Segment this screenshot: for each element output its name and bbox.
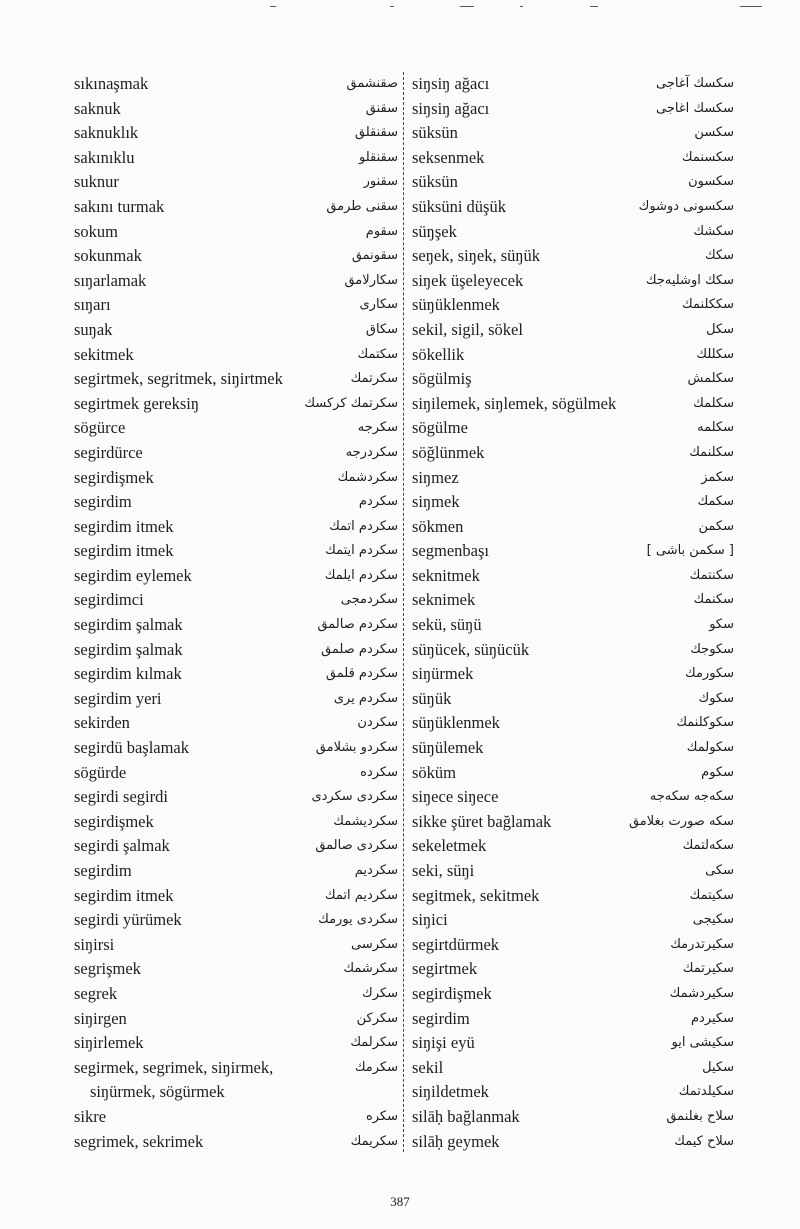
dictionary-entry [412, 416, 734, 441]
dictionary-entry [66, 269, 398, 294]
entry-transliteration: segirdim kılmak [74, 664, 182, 684]
entry-ottoman-script: سکی [705, 863, 734, 878]
dictionary-entry [66, 195, 398, 220]
entry-transliteration: sakını turmak [74, 196, 165, 216]
entry-ottoman-script: سکردن [357, 715, 398, 731]
column-divider [403, 72, 404, 1152]
dictionary-entry [412, 170, 734, 195]
entry-ottoman-script: سکسونی دوشوك [638, 198, 734, 214]
entry-transliteration: seknitmek [412, 565, 480, 585]
entry-transliteration: sökellik [412, 344, 465, 364]
entry-ottoman-script: سکیشی ایو [671, 1035, 734, 1051]
entry-ottoman-script: سکسون [688, 174, 734, 190]
entry-transliteration: süŋücek, süŋücük [412, 639, 530, 659]
dictionary-entry [66, 711, 398, 736]
dictionary-entry [412, 957, 734, 982]
dictionary-entry [66, 564, 398, 589]
dictionary-entry [66, 441, 398, 466]
entry-transliteration: süksün [412, 172, 458, 192]
entry-transliteration: süksüni düşük [412, 196, 506, 216]
dictionary-entry [412, 539, 734, 564]
entry-ottoman-script: سکردم اتمك [329, 518, 398, 534]
entry-transliteration: siŋmez [412, 467, 459, 487]
dictionary-entry [412, 146, 734, 171]
entry-transliteration: siŋsiŋ ağacı [412, 74, 490, 93]
entry-ottoman-script: سکردیم [354, 863, 398, 878]
entry-ottoman-script: سکردم صالمق [317, 617, 398, 633]
dictionary-entry [66, 490, 398, 515]
entry-ottoman-script: سقنقلو [359, 149, 398, 165]
entry-ottoman-script: سکو [709, 617, 734, 633]
entry-ottoman-script: سکردم ایلمك [324, 567, 398, 583]
entry-transliteration: segrişmek [74, 959, 141, 979]
entry-ottoman-script: سکلنمك [689, 444, 734, 460]
entry-ottoman-script: سکوجك [690, 641, 734, 657]
dictionary-entry [412, 1080, 734, 1105]
dictionary-entry [66, 834, 398, 859]
dictionary-entry [66, 933, 398, 958]
dictionary-entry [412, 982, 734, 1007]
entry-transliteration: sekeletmek [412, 836, 487, 856]
entry-transliteration: süŋşek [412, 221, 457, 241]
entry-transliteration: siŋildetmek [412, 1082, 489, 1102]
entry-ottoman-script: سقنقلق [354, 125, 398, 141]
dictionary-entry [412, 761, 734, 786]
dictionary-entry [66, 761, 398, 786]
entry-ottoman-script: سکه‌لتمك [682, 838, 734, 854]
entry-transliteration: segirtmek gereksiŋ [74, 393, 199, 413]
entry-transliteration: süŋülemek [412, 738, 484, 758]
dictionary-entry [412, 1031, 734, 1056]
entry-transliteration: süŋüklenmek [412, 295, 500, 315]
dictionary-entry [412, 564, 734, 589]
dictionary-entry [66, 244, 398, 269]
dictionary-entry [66, 392, 398, 417]
entry-ottoman-script: سکرك [362, 985, 398, 1001]
entry-transliteration: segirdim [74, 861, 132, 880]
dictionary-entry [412, 72, 734, 97]
dictionary-entry [66, 1056, 398, 1081]
entry-transliteration: sekirden [74, 713, 130, 733]
entry-ottoman-script: سکردم قلمق [325, 666, 398, 682]
entry-ottoman-script: سکسك اغاجی [656, 100, 734, 116]
dictionary-entry [66, 1031, 398, 1056]
dictionary-entry [412, 367, 734, 392]
entry-transliteration: sökmen [412, 516, 464, 536]
entry-ottoman-script: سکرلمك [350, 1035, 398, 1051]
entry-transliteration: sokunmak [74, 246, 142, 266]
entry-ottoman-script: سکوم [701, 764, 734, 780]
entry-ottoman-script: سکشك [693, 223, 734, 239]
dictionary-entry [66, 367, 398, 392]
entry-transliteration: segirdim şalmak [74, 615, 183, 635]
dictionary-entry [412, 318, 734, 343]
entry-transliteration: segirdim eylemek [74, 565, 192, 585]
entry-transliteration: segirdim yeri [74, 688, 162, 708]
dictionary-entry [66, 687, 398, 712]
page-number: 387 [390, 1194, 410, 1209]
entry-ottoman-script: سکیردم [690, 1010, 734, 1026]
entry-transliteration: segirdim şalmak [74, 639, 183, 659]
entry-transliteration: segirtmek [412, 959, 478, 979]
entry-transliteration: sögürce [74, 418, 126, 438]
dictionary-entry [412, 687, 734, 712]
dictionary-entry [412, 466, 734, 491]
entry-ottoman-script: سکنمك [693, 592, 734, 608]
dictionary-entry [66, 539, 398, 564]
entry-ottoman-script: سلاح کیمك [674, 1133, 734, 1149]
entry-ottoman-script: سکیرتمك [682, 961, 734, 977]
entry-ottoman-script: سکورمك [685, 666, 734, 682]
entry-ottoman-script: سکمك [697, 494, 734, 510]
entry-ottoman-script: سکارلامق [344, 272, 398, 288]
dictionary-entry [66, 1080, 398, 1105]
entry-transliteration: sikre [74, 1106, 107, 1126]
entry-ottoman-script: سکرتمك [350, 371, 398, 387]
dictionary-entry [412, 97, 734, 122]
entry-ottoman-script: سقوم [365, 223, 398, 239]
entry-transliteration: segmenbaşı [412, 541, 489, 561]
dictionary-entry [412, 1007, 734, 1032]
entry-transliteration: segirdişmek [74, 811, 154, 831]
entry-transliteration: siŋirlemek [74, 1033, 144, 1053]
entry-transliteration: segirdi segirdi [74, 787, 168, 807]
entry-transliteration: segrek [74, 983, 118, 1003]
entry-transliteration: sekü, süŋü [412, 615, 482, 635]
entry-transliteration: sögülmiş [412, 369, 472, 389]
entry-ottoman-script: سکلمش [687, 371, 734, 387]
entry-ottoman-script: سکسن [694, 125, 734, 141]
dictionary-entry [66, 146, 398, 171]
entry-ottoman-script: سقونمق [351, 248, 398, 264]
entry-transliteration: segirdişmek [412, 983, 492, 1003]
entry-transliteration: siŋirgen [74, 1008, 127, 1028]
entry-ottoman-script: سکردمجی [340, 592, 398, 608]
entry-ottoman-script: سکردیشمك [333, 813, 398, 829]
entry-ottoman-script: سکردم [358, 494, 398, 510]
entry-ottoman-script: سکنتمك [689, 567, 734, 583]
entry-transliteration: seksenmek [412, 147, 485, 167]
entry-ottoman-script: سکرجه [357, 420, 398, 436]
entry-transliteration: söküm [412, 762, 457, 782]
entry-transliteration: segirdürce [74, 442, 143, 462]
entry-ottoman-script: سکردم یری [333, 690, 398, 706]
top-edge-marks [270, 2, 770, 12]
dictionary-entry [66, 982, 398, 1007]
dictionary-entry [66, 908, 398, 933]
entry-transliteration: siŋece siŋece [412, 787, 499, 807]
entry-transliteration: segirdim itmek [74, 541, 174, 561]
entry-transliteration: sekitmek [74, 344, 134, 364]
dictionary-entry [66, 220, 398, 245]
entry-ottoman-script: سکریمك [350, 1133, 398, 1149]
entry-ottoman-script: سکاق [365, 321, 398, 337]
entry-transliteration: siŋişi eyü [412, 1033, 475, 1053]
entry-ottoman-script: سکیجی [692, 912, 734, 928]
dictionary-entry [412, 515, 734, 540]
entry-ottoman-script: سقنور [363, 174, 398, 190]
entry-ottoman-script: سکرشمك [343, 961, 398, 977]
dictionary-entry [412, 736, 734, 761]
entry-ottoman-script: سکه‌جه سکه‌جه [649, 789, 734, 805]
entry-ottoman-script: سکردشمك [337, 469, 398, 485]
entry-ottoman-script: سکك [704, 248, 734, 264]
entry-transliteration: sıŋarlamak [74, 270, 147, 290]
entry-transliteration: sögülme [412, 418, 468, 438]
entry-transliteration: sokum [74, 221, 119, 241]
dictionary-entry [66, 1007, 398, 1032]
dictionary-entry [66, 293, 398, 318]
dictionary-entry [412, 711, 734, 736]
dictionary-entry [412, 662, 734, 687]
entry-transliteration: silāḥ geymek [412, 1131, 500, 1151]
entry-ottoman-script: سکل [706, 321, 734, 337]
entry-ottoman-script: سقنی طرمق [326, 198, 398, 214]
entry-ottoman-script: سکمن [698, 518, 734, 534]
entry-transliteration: segirdim [74, 492, 132, 512]
entry-ottoman-script: صقنشمق [346, 76, 398, 91]
entry-transliteration: segirdimci [74, 590, 144, 610]
dictionary-entry [412, 244, 734, 269]
entry-transliteration: siŋek üşeleyecek [412, 270, 524, 290]
dictionary-entry [412, 121, 734, 146]
dictionary-entry [66, 588, 398, 613]
dictionary-entry [66, 72, 398, 97]
dictionary-entry [66, 957, 398, 982]
dictionary-entry [412, 392, 734, 417]
dictionary-entry [412, 588, 734, 613]
entry-ottoman-script: سکردی صالمق [315, 838, 398, 854]
dictionary-entry [412, 490, 734, 515]
entry-transliteration: segirtdürmek [412, 934, 500, 954]
entry-ottoman-script: سکرتمك کرکسك [304, 395, 398, 411]
entry-transliteration: silāḥ bağlanmak [412, 1106, 520, 1126]
entry-transliteration: süŋüklenmek [412, 713, 500, 733]
entry-transliteration: segirdim itmek [74, 516, 174, 536]
dictionary-entry [66, 466, 398, 491]
dictionary-entry [412, 613, 734, 638]
entry-ottoman-script: سکوك [698, 690, 734, 706]
dictionary-entry [66, 416, 398, 441]
entry-ottoman-script: [ سکمن باشی ] [646, 543, 734, 559]
entry-transliteration: seŋek, siŋek, süŋük [412, 246, 541, 266]
entry-transliteration: segirtmek, segritmek, siŋirtmek [74, 369, 283, 389]
entry-ottoman-script: سقنق [365, 100, 398, 116]
entry-transliteration: segitmek, sekitmek [412, 885, 540, 905]
entry-transliteration: segirdişmek [74, 467, 154, 487]
dictionary-entry [412, 441, 734, 466]
left-column [66, 72, 398, 1154]
dictionary-entry [412, 810, 734, 835]
entry-transliteration: sekil, sigil, sökel [412, 319, 523, 339]
entry-ottoman-script: سکه صورت بغلامق [628, 813, 734, 829]
entry-ottoman-script: سکلمه [697, 420, 734, 436]
dictionary-entry [412, 195, 734, 220]
entry-transliteration: seki, süŋi [412, 861, 475, 880]
entry-ottoman-script: سکاری [359, 297, 398, 313]
entry-ottoman-script: سکیتمك [689, 887, 734, 903]
entry-transliteration: süŋük [412, 688, 452, 708]
entry-transliteration: sögürde [74, 762, 127, 782]
dictionary-entry [66, 170, 398, 195]
dictionary-entry [66, 613, 398, 638]
dictionary-entry [412, 834, 734, 859]
entry-ottoman-script: سکردیم اتمك [324, 887, 398, 903]
dictionary-entry [412, 1056, 734, 1081]
dictionary-entry [412, 293, 734, 318]
entry-ottoman-script: سکردرجه [345, 444, 398, 460]
entry-ottoman-script: سکرکن [356, 1010, 398, 1026]
dictionary-entry [412, 884, 734, 909]
entry-ottoman-script: سکرسی [351, 936, 398, 952]
dictionary-entry [412, 1130, 734, 1155]
entry-transliteration: siŋmek [412, 492, 460, 512]
entry-transliteration: söğlünmek [412, 442, 485, 462]
entry-ottoman-script: سکیلدتمك [678, 1084, 734, 1100]
entry-transliteration: suŋak [74, 319, 113, 339]
dictionary-entry [412, 638, 734, 663]
dictionary-entry [66, 515, 398, 540]
entry-ottoman-script: سکیرتدرمك [670, 936, 734, 952]
entry-ottoman-script: سککلنمك [682, 297, 734, 313]
entry-transliteration: saknuk [74, 98, 121, 118]
entry-ottoman-script: سکیل [702, 1059, 734, 1075]
entry-transliteration: sıŋarı [74, 295, 111, 315]
dictionary-entry [412, 859, 734, 884]
entry-transliteration: sıkınaşmak [74, 74, 149, 93]
dictionary-entry [66, 785, 398, 810]
entry-transliteration: siŋürmek, sögürmek [90, 1082, 225, 1102]
entry-ottoman-script: سکردی سکردی [311, 789, 398, 805]
entry-transliteration: sakınıklu [74, 147, 135, 167]
entry-transliteration: siŋici [412, 910, 448, 930]
entry-ottoman-script: سلاح بغلنمق [666, 1108, 734, 1124]
entry-ottoman-script: سکللك [696, 346, 734, 362]
entry-ottoman-script: سکمز [701, 469, 734, 485]
entry-transliteration: sikke şüret bağlamak [412, 811, 552, 831]
entry-ottoman-script: سکیردشمك [669, 985, 734, 1001]
dictionary-entry [66, 736, 398, 761]
entry-transliteration: segirdim itmek [74, 885, 174, 905]
dictionary-entry [412, 220, 734, 245]
entry-transliteration: segrimek, sekrimek [74, 1131, 204, 1151]
entry-ottoman-script: سکوکلنمك [676, 715, 734, 731]
dictionary-entry [66, 810, 398, 835]
dictionary-entry [66, 343, 398, 368]
entry-ottoman-script: سکسك آغاجی [656, 76, 734, 91]
dictionary-entry [66, 638, 398, 663]
entry-ottoman-script: سکردی یورمك [318, 912, 398, 928]
dictionary-entry [66, 859, 398, 884]
dictionary-entry [66, 884, 398, 909]
dictionary-entry [66, 97, 398, 122]
dictionary-entry [412, 343, 734, 368]
entry-transliteration: siŋirsi [74, 934, 115, 954]
entry-transliteration: segirdim [412, 1008, 470, 1028]
entry-transliteration: segirdi yürümek [74, 910, 182, 930]
right-column [412, 72, 734, 1154]
entry-ottoman-script: سکرمك [354, 1059, 398, 1075]
dictionary-entry [66, 662, 398, 687]
dictionary-entry [412, 908, 734, 933]
dictionary-entry [412, 269, 734, 294]
dictionary-entry [66, 1130, 398, 1155]
dictionary-entry [66, 121, 398, 146]
entry-transliteration: seknimek [412, 590, 476, 610]
entry-ottoman-script: سکك اوشلیه‌جك [645, 272, 734, 288]
entry-ottoman-script: سکردم صلمق [321, 641, 398, 657]
dictionary-entry [66, 1105, 398, 1130]
entry-ottoman-script: سکسنمك [681, 149, 734, 165]
entry-ottoman-script: سکتمك [357, 346, 398, 362]
dictionary-entry [412, 933, 734, 958]
entry-transliteration: siŋsiŋ ağacı [412, 98, 490, 118]
entry-ottoman-script: سکردو بشلامق [315, 740, 398, 756]
entry-ottoman-script: سکرده [360, 764, 398, 780]
entry-transliteration: suknur [74, 172, 119, 192]
dictionary-entry [412, 1105, 734, 1130]
entry-transliteration: siŋilemek, siŋlemek, sögülmek [412, 393, 617, 413]
dictionary-entry [66, 318, 398, 343]
entry-transliteration: sekil [412, 1057, 444, 1077]
entry-ottoman-script: سکردم ایتمك [325, 543, 398, 559]
entry-transliteration: siŋürmek [412, 664, 474, 684]
dictionary-entry [412, 785, 734, 810]
entry-transliteration: segirdü başlamak [74, 738, 190, 758]
entry-transliteration: segirdi şalmak [74, 836, 170, 856]
entry-ottoman-script: سکولمك [686, 740, 734, 756]
entry-ottoman-script: سکره [365, 1108, 398, 1124]
entry-ottoman-script: سکلمك [693, 395, 734, 411]
entry-transliteration: saknuklık [74, 123, 139, 143]
entry-transliteration: segirmek, segrimek, siŋirmek, [74, 1057, 274, 1077]
entry-transliteration: süksün [412, 123, 458, 143]
